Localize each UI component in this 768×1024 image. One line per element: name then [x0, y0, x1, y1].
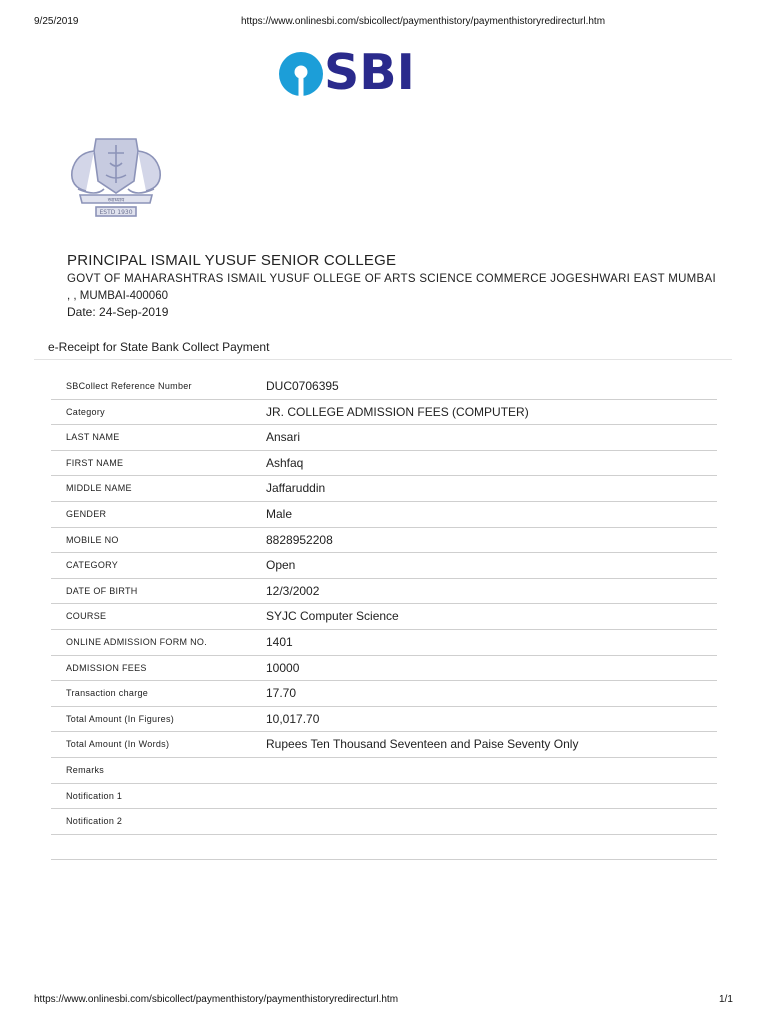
divider: [34, 359, 732, 360]
row-value: Male: [266, 506, 293, 521]
row-label: ONLINE ADMISSION FORM NO.: [66, 636, 208, 647]
table-row: [51, 681, 717, 707]
college-name: PRINCIPAL ISMAIL YUSUF SENIOR COLLEGE: [67, 252, 397, 269]
row-value: 10000: [266, 660, 300, 675]
row-label: DATE OF BIRTH: [66, 585, 138, 596]
table-row: [51, 758, 717, 784]
print-footer-page-number: 1/1: [719, 994, 733, 1005]
emblem-motto: स्वाध्याय: [107, 197, 125, 204]
row-label: ADMISSION FEES: [66, 662, 147, 673]
print-footer-url: https://www.onlinesbi.com/sbicollect/paymenthistory/paymenthistoryredirecturl.htm: [34, 994, 399, 1005]
row-value: Ashfaq: [266, 455, 304, 470]
table-row: [51, 476, 717, 502]
table-row: [51, 656, 717, 682]
divider: [51, 859, 717, 860]
row-value: Ansari: [266, 430, 301, 445]
row-label: LAST NAME: [66, 432, 120, 443]
row-label: COURSE: [66, 611, 107, 622]
row-value: 10,017.70: [266, 711, 320, 726]
row-value: 8828952208: [266, 532, 333, 547]
college-address-line2: , , MUMBAI-400060: [67, 290, 168, 302]
receipt-table: [51, 374, 717, 835]
table-row: [51, 400, 717, 426]
table-row: [51, 425, 717, 451]
row-label: FIRST NAME: [66, 457, 124, 468]
table-row: [51, 784, 717, 810]
table-row: [51, 451, 717, 477]
row-label: Transaction charge: [66, 688, 149, 699]
row-value: 17.70: [266, 686, 297, 701]
sbi-logo-text: SBI: [324, 44, 415, 101]
row-label: SBCollect Reference Number: [66, 381, 192, 391]
emblem-estd: ESTD 1930: [99, 209, 133, 216]
row-label: GENDER: [66, 508, 107, 519]
table-row: [51, 604, 717, 630]
row-label: Category: [66, 406, 105, 417]
college-emblem-icon: [66, 131, 166, 221]
row-label: Notification 1: [66, 790, 123, 801]
row-value: 12/3/2002: [266, 583, 320, 598]
row-label: Total Amount (In Words): [66, 739, 170, 750]
print-header-date: 9/25/2019: [34, 16, 79, 27]
row-value: JR. COLLEGE ADMISSION FEES (COMPUTER): [266, 404, 529, 419]
table-row: [51, 502, 717, 528]
table-row: [51, 732, 717, 758]
row-value: Rupees Ten Thousand Seventeen and Paise Seventy Only: [266, 737, 579, 752]
row-value: Jaffaruddin: [266, 481, 326, 496]
row-value: Open: [266, 558, 296, 573]
row-label: MOBILE NO: [66, 534, 119, 545]
row-value: SYJC Computer Science: [266, 609, 399, 624]
row-label: Total Amount (In Figures): [66, 713, 175, 724]
table-row: [51, 809, 717, 835]
row-label: Remarks: [66, 764, 105, 775]
receipt-title: e-Receipt for State Bank Collect Payment: [48, 340, 270, 354]
row-label: Notification 2: [66, 816, 123, 827]
row-value: 1401: [266, 634, 293, 649]
print-header-url: https://www.onlinesbi.com/sbicollect/paymenthistory/paymenthistoryredirecturl.htm: [241, 16, 606, 27]
row-value: DUC0706395: [266, 379, 339, 393]
row-label: MIDDLE NAME: [66, 483, 132, 494]
table-row: [51, 528, 717, 554]
table-row: [51, 553, 717, 579]
receipt-date: Date: 24-Sep-2019: [67, 305, 169, 319]
table-row: [51, 374, 717, 400]
table-row: [51, 579, 717, 605]
college-address-line1: GOVT OF MAHARASHTRAS ISMAIL YUSUF OLLEGE OF ARTS SCIENCE COMMERCE JOGESHWARI EAST MUMBAI: [67, 273, 716, 285]
table-row: [51, 630, 717, 656]
table-row: [51, 707, 717, 733]
row-label: CATEGORY: [66, 560, 119, 571]
